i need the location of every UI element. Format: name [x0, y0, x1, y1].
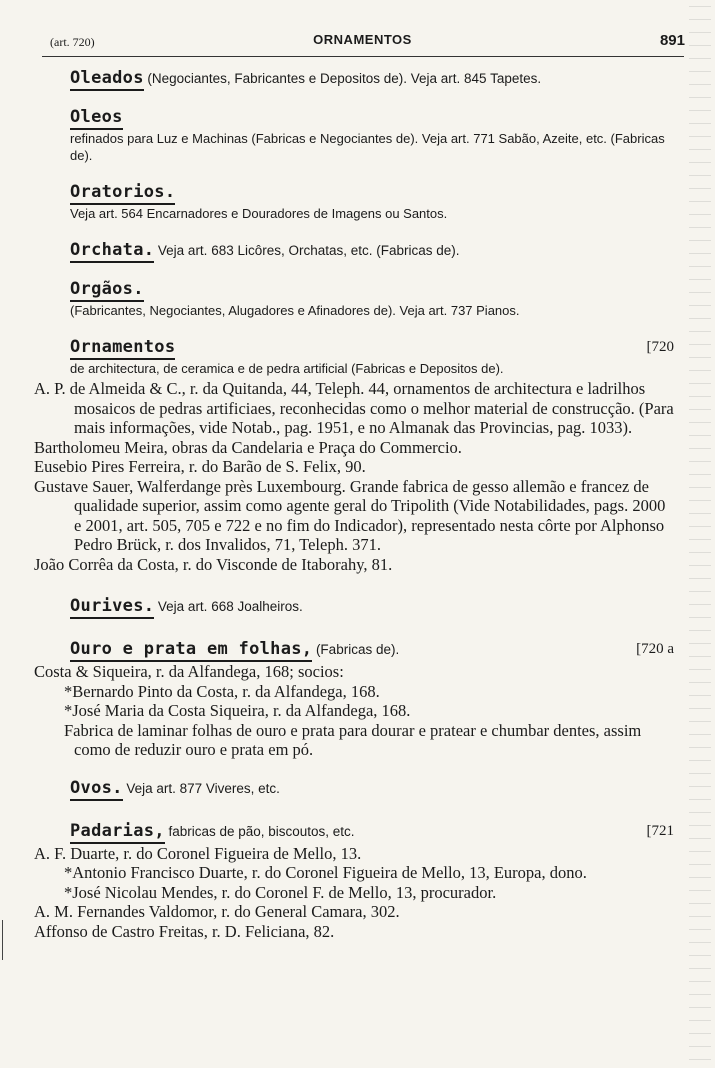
list-item: A. F. Duarte, r. do Coronel Figueira de Mello, 13. [34, 843, 362, 863]
heading-rest: Veja art. 877 Viveres, etc. [126, 780, 280, 796]
heading-title: Ouro e prata em folhas, [70, 639, 312, 662]
section-heading-oleos [34, 107, 674, 128]
section-note: refinados para Luz e Machinas (Fabricas e Negociantes de). Veja art. 771 Sabão, Azeite, etc. (Fabricas de). [70, 131, 665, 163]
heading-title: Oleados [70, 68, 144, 91]
scan-edge-noise [689, 0, 711, 1068]
page-header [40, 32, 685, 52]
heading-title: Orchata. [70, 240, 154, 263]
list-item: A. P. de Almeida & C., r. da Quitanda, 44, Teleph. 44, ornamentos de architectura e ladrilhos mosaicos de pedras artificiaes, reconhecidas como o melhor material de construcção. (Para mais informações, vide Notab., pag. 1951, e no Almanak das Provincias, pag. 1033). [34, 379, 674, 437]
heading-title: Oratorios. [70, 182, 175, 205]
list-item: Eusebio Pires Ferreira, r. do Barão de S. Felix, 90. [34, 457, 366, 476]
list-item: *Bernardo Pinto da Costa, r. da Alfandega, 168. [64, 681, 380, 701]
section-heading-orgaos [34, 279, 674, 300]
section-heading-ornamentos [34, 337, 674, 358]
list-item: *Antonio Francisco Duarte, r. do Coronel Figueira de Mello, 13, Europa, dono. [64, 863, 587, 882]
heading-title: Oleos [70, 107, 123, 130]
section-heading-ovos [34, 778, 674, 799]
list-item: João Corrêa da Costa, r. do Visconde de Itaborahy, 81. [34, 554, 393, 574]
section-note: Veja art. 564 Encarnadores e Douradores de Imagens ou Santos. [70, 206, 448, 221]
heading-title: Orgãos. [70, 279, 144, 302]
header-article-ref: (art. 720) [50, 35, 95, 49]
heading-rest: fabricas de pão, biscoutos, etc. [168, 823, 355, 839]
section-heading-ourives [34, 596, 674, 617]
heading-title: Ovos. [70, 778, 123, 801]
page-number: 891 [659, 32, 685, 49]
section-heading-ouro-prata [34, 639, 674, 660]
article-ref: [720 [646, 339, 674, 355]
entry-list [34, 844, 674, 942]
article-ref: [721 [646, 822, 674, 839]
heading-title: Ornamentos [70, 337, 175, 360]
heading-rest: (Fabricas de). [315, 642, 400, 657]
section-note: (Fabricantes, Negociantes, Alugadores e Afinadores de). Veja art. 737 Pianos. [70, 303, 520, 318]
entry-list [34, 662, 674, 760]
header-rule [42, 56, 684, 57]
list-item: *José Maria da Costa Siqueira, r. da Alfandega, 168. [64, 701, 411, 720]
entry-list [34, 379, 674, 574]
list-item: Fabrica de laminar folhas de ouro e prata para dourar e pratear e chumbar dentes, assim como de reduzir ouro e prata em pó. [64, 720, 642, 759]
list-item: Gustave Sauer, Walferdange près Luxembourg. Grande fabrica de gesso allemão e francez de qualidade superior, assim como agente geral do Tripolith (Vide Notabilidades, pags. 2000 e 2001, art. 505, 705 e 722 e no fim do Indicador), representado nesta côrte por Alphonso Pedro Brück, r. dos Invalidos, 71, Teleph. 371. [34, 476, 666, 554]
list-item: Bartholomeu Meira, obras da Candelaria e Praça do Commercio. [34, 437, 462, 457]
section-heading-oleados [34, 68, 674, 89]
scan-margin-mark [2, 920, 3, 960]
list-item: Costa & Siqueira, r. da Alfandega, 168; socios: [34, 662, 344, 681]
heading-title: Ourives. [70, 596, 154, 619]
list-item: A. M. Fernandes Valdomor, r. do General Camara, 302. [34, 902, 400, 921]
list-item: *José Nicolau Mendes, r. do Coronel F. de Mello, 13, procurador. [64, 882, 497, 902]
section-note: de architectura, de ceramica e de pedra artificial (Fabricas e Depositos de). [70, 361, 504, 376]
heading-rest: Veja art. 683 Licôres, Orchatas, etc. (Fabricas de). [157, 243, 460, 258]
page-content [34, 68, 674, 941]
heading-rest: Veja art. 668 Joalheiros. [157, 599, 303, 614]
article-ref: [720 a [636, 641, 674, 657]
list-item: Affonso de Castro Freitas, r. D. Feliciana, 82. [34, 921, 335, 941]
section-heading-oratorios [34, 182, 674, 203]
section-heading-padarias [34, 821, 674, 842]
heading-title: Padarias, [70, 821, 165, 844]
heading-rest: (Negociantes, Fabricantes e Depositos de). Veja art. 845 Tapetes. [147, 71, 542, 86]
section-heading-orchata [34, 240, 674, 261]
page-title: ORNAMENTOS [313, 32, 412, 47]
